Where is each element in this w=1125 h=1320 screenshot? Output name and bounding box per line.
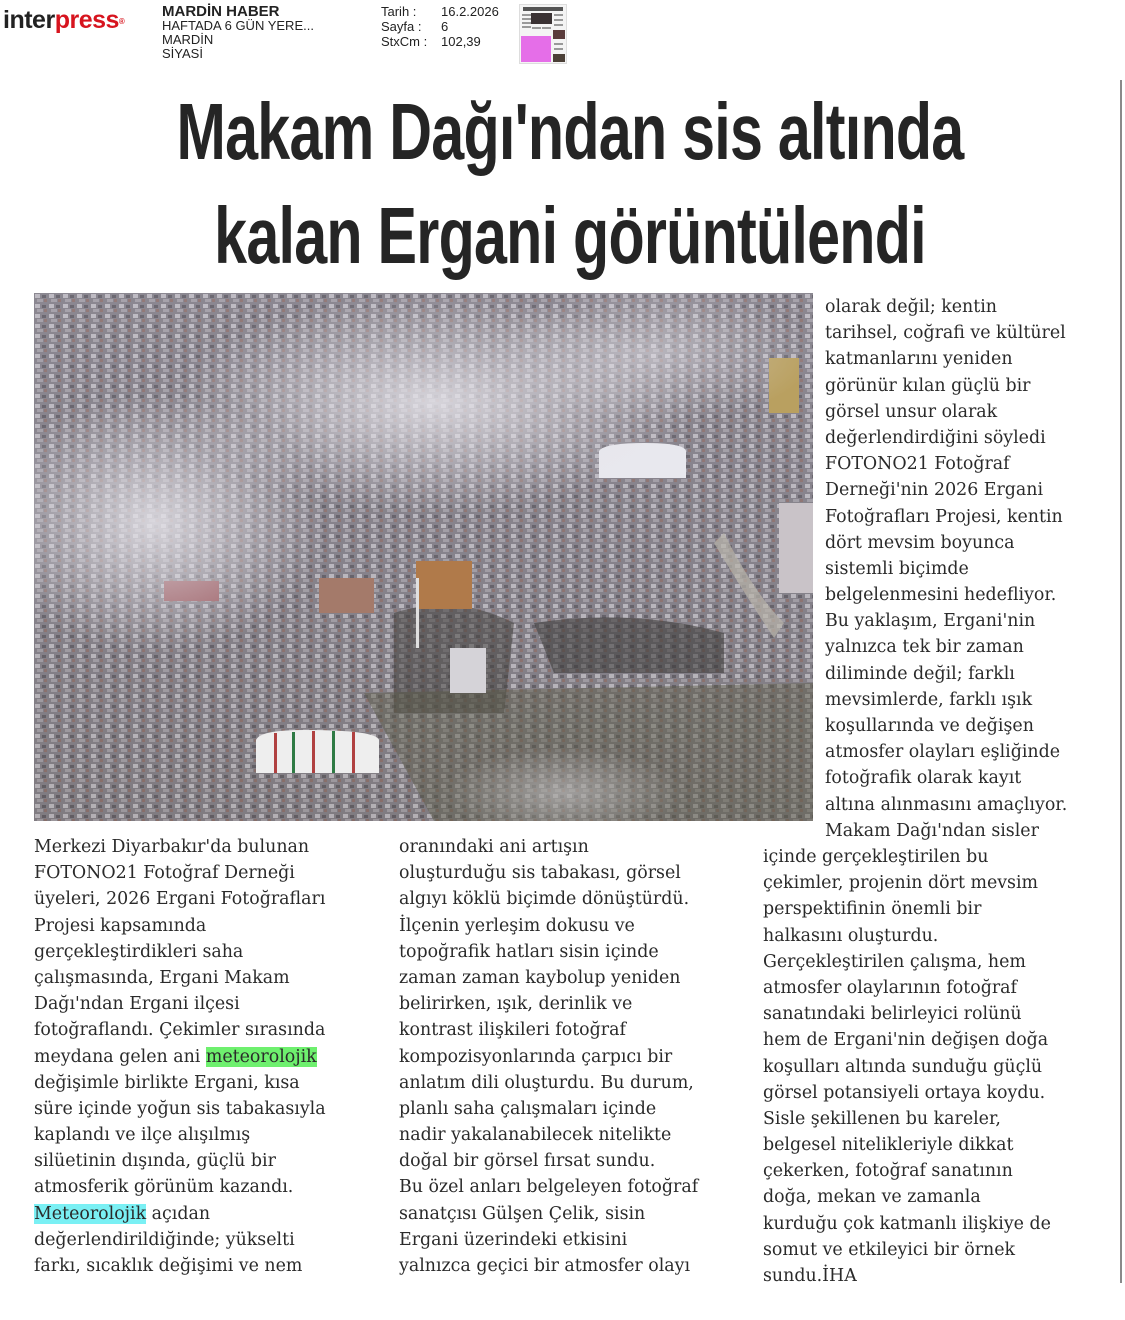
- meta-value: 102,39: [441, 34, 481, 49]
- text-line: atmosfer olaylarının fotoğraf: [763, 977, 1017, 998]
- text-line: anlatım dili oluşturdu. Bu durum,: [399, 1072, 694, 1093]
- thumbnail-header: [523, 7, 563, 11]
- tent-stripe: [292, 732, 295, 773]
- publication-city: MARDİN: [162, 32, 214, 47]
- text-segment: açıdan: [146, 1203, 211, 1224]
- interpress-logo: [3, 6, 124, 34]
- text-line: Sisle şekillenen bu kareler,: [763, 1108, 1001, 1129]
- highlighted-keyword: Meteorolojik: [34, 1203, 147, 1224]
- text-line: somut ve etkileyici bir örnek: [763, 1239, 1016, 1260]
- article-headline: [20, 80, 1120, 288]
- text-line: [34, 1044, 326, 1070]
- text-line: mevsimlerde, farklı ışık: [825, 689, 1033, 710]
- logo-press: press: [54, 6, 119, 34]
- text-line: belirirken, ışık, derinlik ve: [399, 994, 633, 1015]
- text-line: diliminde değil; farklı: [825, 663, 1015, 684]
- text-line: perspektifinin önemli bir: [763, 899, 982, 920]
- thumbnail-text: [554, 24, 563, 26]
- text-line: kompozisyonlarında çarpıcı bir: [399, 1046, 673, 1067]
- headline-line-1: Makam Dağı'ndan sis altında: [176, 87, 964, 176]
- logo-registered-mark: ®: [118, 17, 125, 26]
- text-line: [34, 1201, 326, 1227]
- headline-line-2: kalan Ergani görüntülendi: [214, 191, 926, 280]
- publication-name: MARDİN HABER: [162, 3, 280, 20]
- text-line: içinde gerçekleştirilen bu: [763, 847, 989, 867]
- text-line: Ergani üzerindeki etkisini: [399, 1229, 628, 1250]
- text-line: görsel potansiyeli ortaya koydu.: [763, 1082, 1046, 1103]
- article-column-3-bottom: [763, 844, 1051, 1289]
- text-line: fotoğrafik olarak kayıt: [825, 768, 1022, 789]
- thumbnail-text: [554, 14, 563, 16]
- meta-value: 6: [441, 19, 449, 34]
- text-segment: meydana gelen ani: [34, 1046, 206, 1067]
- text-line: sanatındaki belirleyici rolünü: [763, 1004, 1022, 1025]
- text-line: sistemli biçimde: [825, 558, 969, 579]
- text-line: değerlendirdiğini söyledi: [825, 427, 1046, 448]
- text-line: oluşturduğu sis tabakası, görsel: [399, 863, 681, 884]
- text-line: oranındaki ani artışın: [399, 837, 589, 857]
- tent-stripe: [312, 731, 315, 773]
- text-line: olarak değil; kentin: [825, 297, 997, 317]
- text-line: belgesel nitelikleriyle dikkat: [763, 1135, 1014, 1156]
- tent-stripe: [352, 732, 355, 773]
- text-line: planlı saha çalışmaları içinde: [399, 1098, 657, 1119]
- text-line: yalnızca tek bir zaman: [825, 637, 1024, 658]
- meta-key: StxCm :: [381, 34, 428, 49]
- thumbnail-text: [522, 26, 531, 28]
- minaret: [416, 578, 419, 648]
- text-line: Derneği'nin 2026 Ergani: [825, 480, 1044, 501]
- text-line: atmosfer olayları eşliğinde: [825, 742, 1061, 763]
- publication-category: SİYASİ: [162, 46, 203, 61]
- text-line: çekerken, fotoğraf sanatının: [763, 1161, 1013, 1182]
- text-line: Gerçekleştirilen çalışma, hem: [763, 951, 1026, 972]
- meta-row-date: [381, 4, 499, 19]
- text-line: doğa, mekan ve zamanla: [763, 1187, 981, 1208]
- text-line: kaplandı ve ilçe alışılmış: [34, 1125, 251, 1146]
- publication-info: [162, 5, 314, 61]
- meta-row-page: [381, 19, 499, 34]
- thumbnail-text: [522, 14, 531, 16]
- text-line: nadir yakalanabilecek nitelikte: [399, 1125, 672, 1146]
- text-line: zaman zaman kaybolup yeniden: [399, 967, 681, 988]
- text-line: değişimle birlikte Ergani, kısa: [34, 1072, 300, 1093]
- thumbnail-text: [532, 27, 541, 29]
- text-line: koşullarında ve değişen: [825, 716, 1034, 736]
- text-line: tarihsel, coğrafi ve kültürel: [825, 323, 1066, 344]
- article-column-3-top: [825, 294, 1067, 844]
- text-line: FOTONO21 Fotoğraf Derneği: [34, 863, 295, 884]
- text-line: Projesi kapsamında: [34, 915, 207, 936]
- text-line: gerçekleştirdikleri saha: [34, 941, 244, 962]
- orange-building: [416, 561, 472, 609]
- page-thumbnail[interactable]: [519, 4, 567, 64]
- text-line: katmanlarını yeniden: [825, 349, 1013, 370]
- text-line: çalışmasında, Ergani Makam: [34, 967, 290, 988]
- tent-stripe: [274, 733, 277, 773]
- text-line: Bu özel anları belgeleyen fotoğraf: [399, 1177, 699, 1198]
- text-line: değerlendirildiğinde; yükselti: [34, 1229, 295, 1250]
- text-line: koşulları altında sunduğu güçlü: [763, 1056, 1043, 1077]
- text-line: Dağı'ndan Ergani ilçesi: [34, 994, 240, 1015]
- tent-stripe: [332, 731, 335, 773]
- meta-key: Tarih :: [381, 4, 417, 19]
- publication-frequency: HAFTADA 6 GÜN YERE...: [162, 18, 314, 33]
- thumbnail-text: [522, 18, 531, 20]
- text-line: yalnızca geçici bir atmosfer olayı: [399, 1256, 691, 1276]
- text-line: süre içinde yoğun sis tabakasıyla: [34, 1098, 326, 1119]
- thumbnail-text: [522, 22, 531, 24]
- text-line: belgelenmesini hedefliyor.: [825, 585, 1057, 606]
- thumbnail-text: [542, 27, 551, 29]
- highlighted-keyword: meteorolojik: [205, 1046, 317, 1067]
- text-line: çekimler, projenin dört mevsim: [763, 873, 1039, 894]
- text-line: sundu.İHA: [763, 1266, 857, 1286]
- article-column-2: [399, 834, 698, 1279]
- thumbnail-photo: [553, 30, 565, 39]
- text-line: halkasını oluşturdu.: [763, 925, 939, 946]
- text-line: doğal bir görsel fırsat sundu.: [399, 1151, 656, 1172]
- text-line: görünür kılan güçlü bir: [825, 375, 1031, 396]
- thumbnail-article-highlight: [521, 36, 551, 62]
- text-line: algıyı köklü biçimde dönüştürdü.: [399, 889, 690, 910]
- text-line: topoğrafik hatları sisin içinde: [399, 941, 659, 962]
- article-photo-ergani-fog: [34, 293, 813, 821]
- text-line: kontrast ilişkileri fotoğraf: [399, 1020, 626, 1041]
- logo-inter: inter: [3, 6, 55, 34]
- text-line: fotoğraflandı. Çekimler sırasında: [34, 1020, 326, 1041]
- text-line: üyeleri, 2026 Ergani Fotoğrafları: [34, 889, 326, 910]
- white-building: [450, 648, 486, 693]
- meta-value: 16.2.2026: [441, 4, 499, 19]
- meta-key: Sayfa :: [381, 19, 422, 34]
- clipping-meta: [381, 4, 499, 49]
- text-line: kurduğu çok katmanlı ilişkiye de: [763, 1213, 1051, 1234]
- text-line: altına alınmasını amaçlıyor.: [825, 794, 1068, 815]
- text-line: dört mevsim boyunca: [825, 532, 1015, 553]
- text-line: FOTONO21 Fotoğraf: [825, 454, 1010, 475]
- text-line: Bu yaklaşım, Ergani'nin: [825, 611, 1036, 632]
- text-line: Makam Dağı'ndan sisler: [825, 820, 1039, 841]
- thumbnail-photo: [553, 54, 565, 62]
- thumbnail-text: [554, 19, 563, 21]
- right-border-line: [1120, 80, 1122, 1283]
- text-line: görsel unsur olarak: [825, 401, 998, 422]
- red-roof-building: [319, 578, 374, 613]
- aerial-city-photo: [34, 293, 813, 821]
- text-line: İlçenin yerleşim dokusu ve: [399, 915, 635, 936]
- thumbnail-text: [554, 43, 563, 45]
- text-line: Merkezi Diyarbakır'da bulunan: [34, 837, 310, 857]
- thumbnail-photo: [531, 13, 552, 24]
- meta-row-stxcm: [381, 34, 499, 49]
- text-line: silüetinin dışında, güçlü bir: [34, 1151, 276, 1172]
- article-column-1: [34, 834, 326, 1279]
- text-line: Fotoğrafları Projesi, kentin: [825, 506, 1063, 527]
- apartment-block: [779, 503, 813, 593]
- text-line: hem de Ergani'nin değişen doğa: [763, 1030, 1049, 1051]
- text-line: farkı, sıcaklık değişimi ve nem: [34, 1256, 303, 1276]
- text-line: atmosferik görünüm kazandı.: [34, 1177, 294, 1198]
- thumbnail-text: [554, 48, 563, 50]
- text-line: sanatçısı Gülşen Çelik, sisin: [399, 1203, 646, 1224]
